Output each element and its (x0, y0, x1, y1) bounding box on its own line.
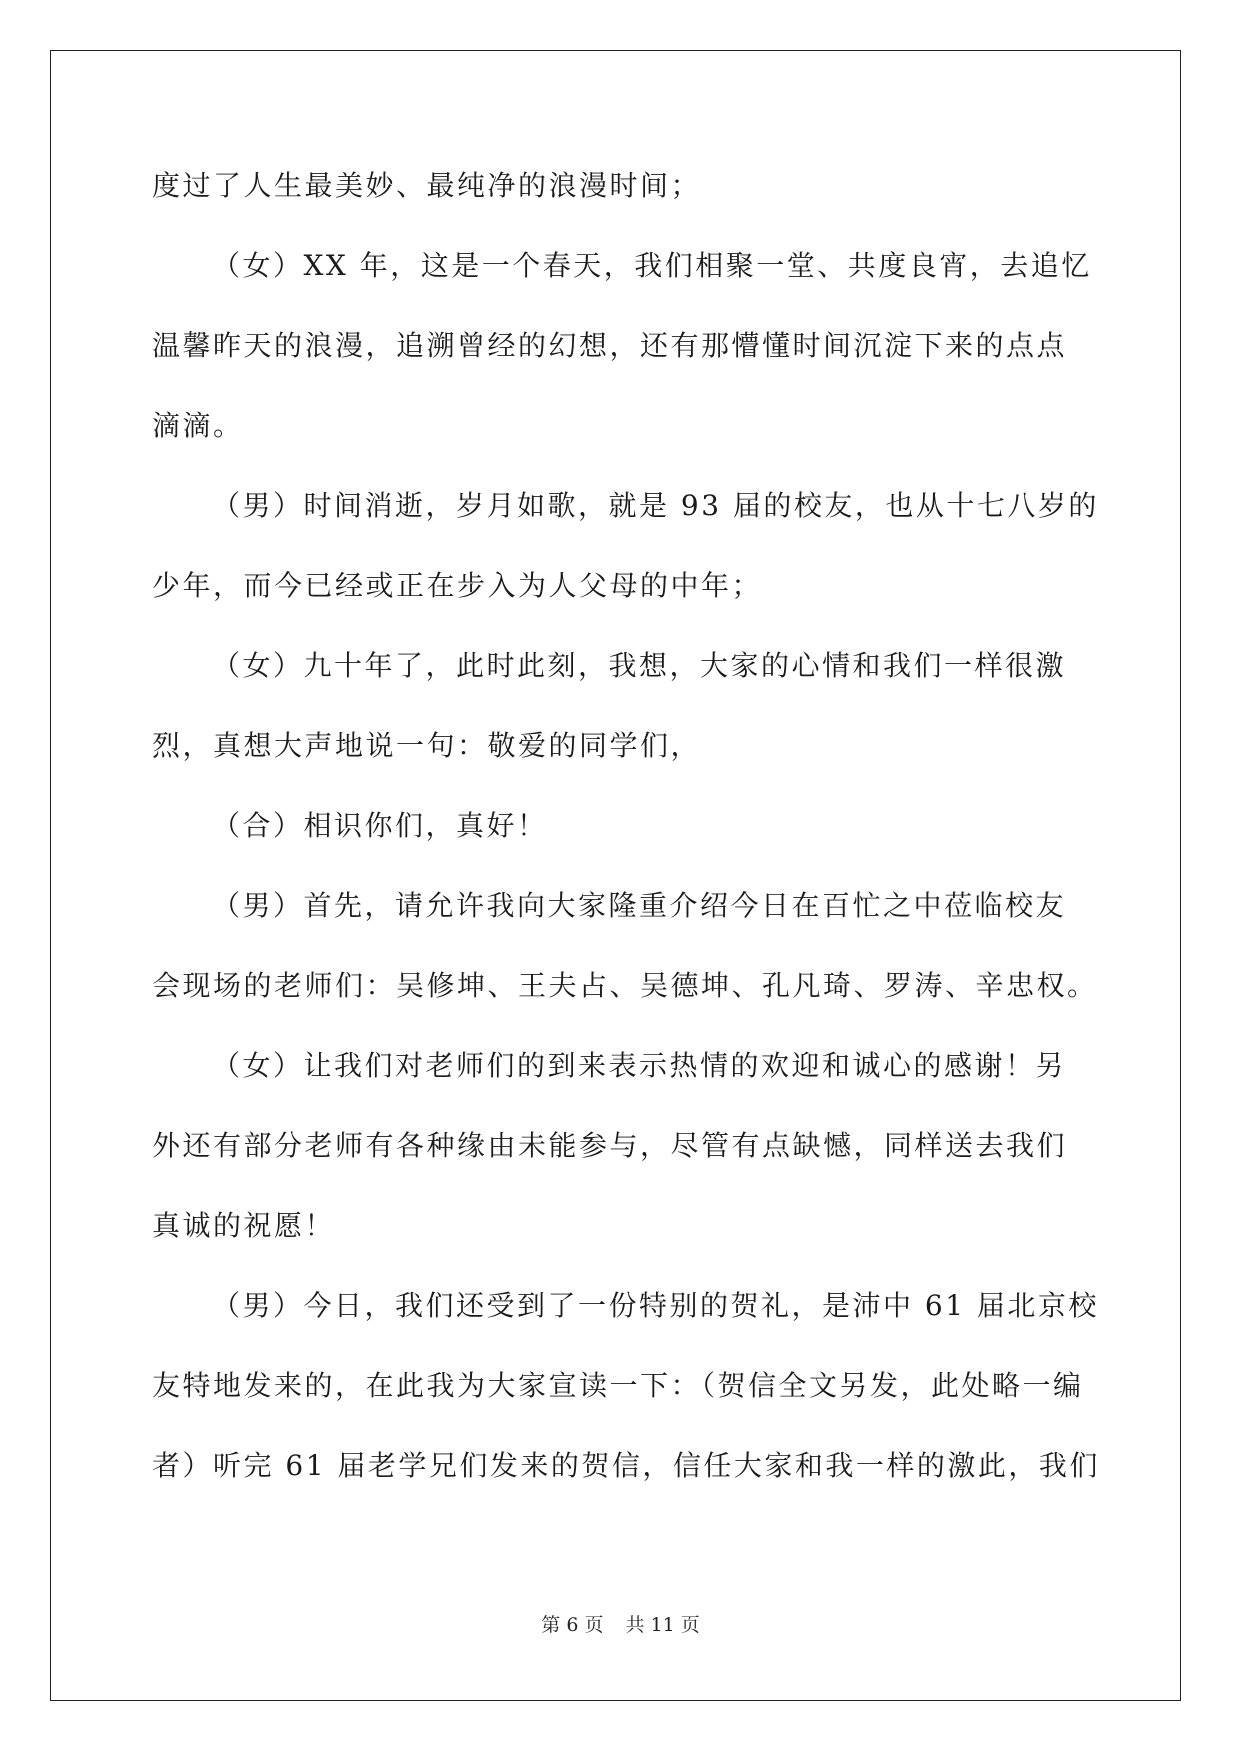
text-line: （男）首先，请允许我向大家隆重介绍今日在百忙之中莅临校友 (212, 889, 1067, 922)
text-line: 滴滴。 (152, 409, 244, 442)
page-footer (0, 1610, 1241, 1637)
text-line: 少年，而今已经或正在步入为人父母的中年； (152, 569, 763, 602)
text-line: 友特地发来的，在此我为大家宣读一下：（贺信全文另发，此处略一编 (152, 1369, 1084, 1402)
text-line: 外还有部分老师有各种缘由未能参与，尽管有点缺憾，同样送去我们 (152, 1129, 1068, 1162)
text-line: （女）XX 年，这是一个春天，我们相聚一堂、共度良宵，去追忆 (212, 249, 1092, 282)
text-line: （男）时间消逝，岁月如歌，就是 93 届的校友，也从十七八岁的 (212, 489, 1099, 522)
page-number: 第 6 页 (541, 1614, 604, 1636)
text-line: 者）听完 61 届老学兄们发来的贺信，信任大家和我一样的激此，我们 (152, 1449, 1100, 1482)
text-line: （合）相识你们，真好！ (212, 809, 548, 842)
text-line: （男）今日，我们还受到了一份特别的贺礼，是沛中 61 届北京校 (212, 1289, 1099, 1322)
page-total: 共 11 页 (625, 1614, 700, 1636)
text-line: 会现场的老师们：吴修坤、王夫占、吴德坤、孔凡琦、罗涛、辛忠权。 (152, 969, 1098, 1002)
text-line: （女）让我们对老师们的到来表示热情的欢迎和诚心的感谢！另 (212, 1049, 1067, 1082)
text-line: 真诚的祝愿！ (152, 1209, 336, 1242)
text-line: 度过了人生最美妙、最纯净的浪漫时间； (152, 169, 702, 202)
document-body (152, 146, 1100, 1506)
text-line: （女）九十年了，此时此刻，我想，大家的心情和我们一样很激 (212, 649, 1067, 682)
text-line: 温馨昨天的浪漫，追溯曾经的幻想，还有那懵懂时间沉淀下来的点点 (152, 329, 1068, 362)
text-line: 烈，真想大声地说一句：敬爱的同学们， (152, 729, 702, 762)
